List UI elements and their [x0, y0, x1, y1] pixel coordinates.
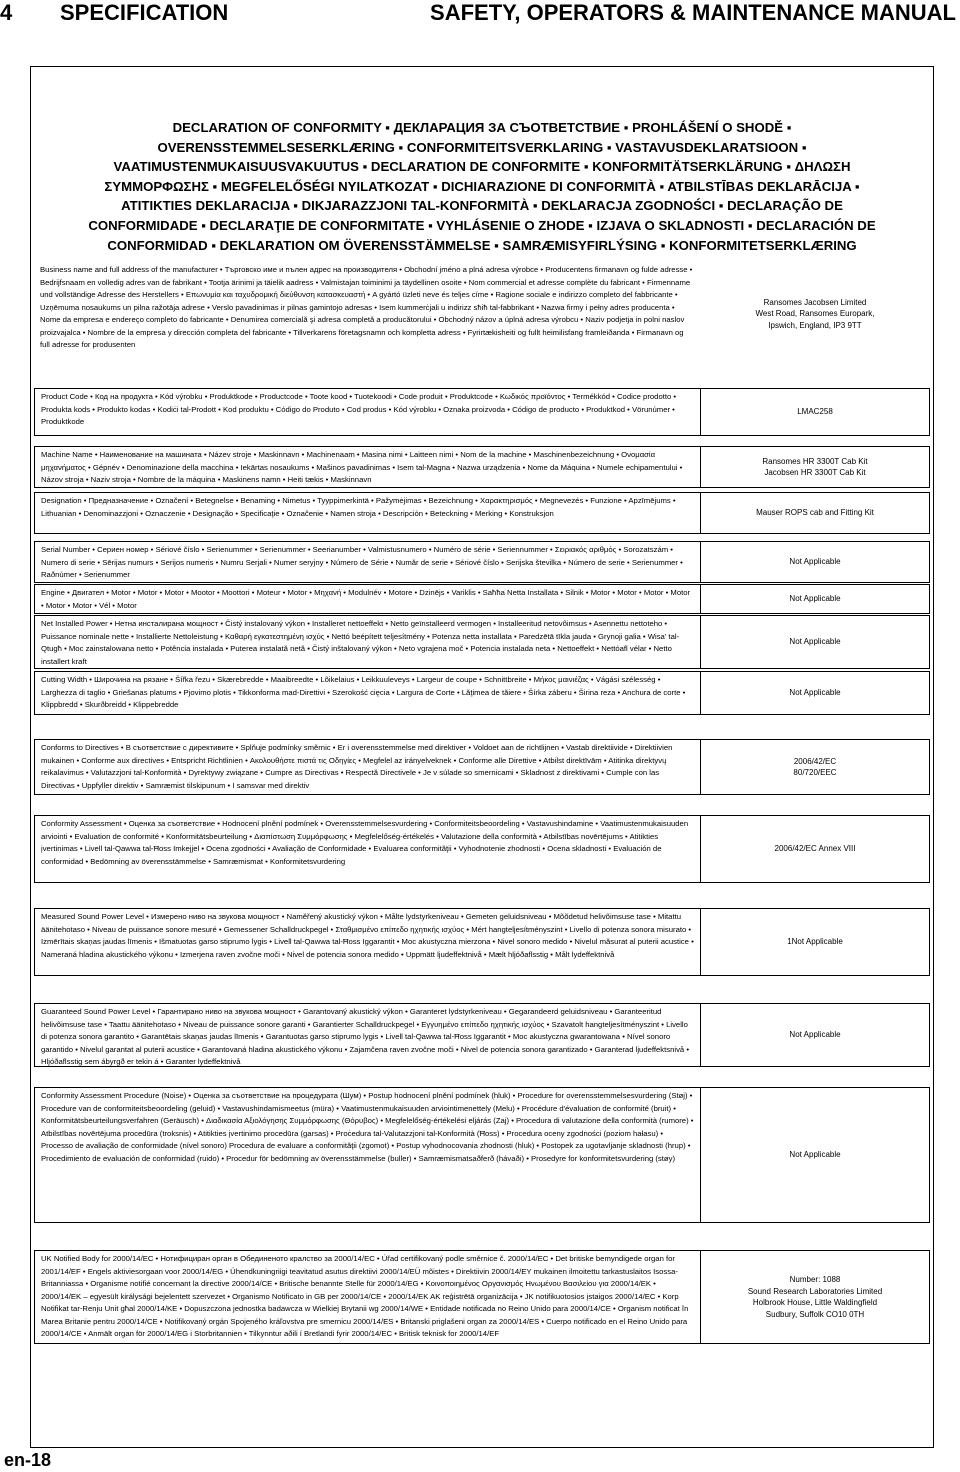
directives-value: 2006/42/EC 80/720/EEC — [793, 756, 837, 777]
title-line: CONFORMIDAD ▪ DEKLARATION OM ÖVERENSSTÄMMELSE ▪ SAMRÆMISYFIRLÝSING ▪ KONFORMITETSERKLÆRING — [107, 237, 857, 253]
conformity-assessment-value: 2006/42/EC Annex VIII — [774, 844, 856, 854]
serial-number-value: Not Applicable — [789, 557, 841, 567]
net-power-label: Net Installed Power • Нетна инсталирана мощност • Čistý instalovaný výkon • Installeret nettoeffekt • Netto geïnstalleerd vermogen • Installeeritud netovõimsus • Asennettu nettoteho • Puissance nominale nette • Installierte Nettoleistung • Καθαρή εγκατεστημένη ισχύς • Nettó beépített teljesítmény • Potenza netta installata • Paredzētā tīkla jauda • Grynoji galia • Wisa' tal-Qtugħ • Moc zainstalowana netto • Potência instalada • Puterea instalată netă • Čistý inštalovaný výkon • Neto vgrajena moč • Potencia instalada neta • Nettoeffekt • Nettóafl vélar • Netto installert kraft — [35, 616, 701, 668]
product-code-section — [34, 388, 930, 436]
engine-section — [34, 584, 930, 614]
measured-sound-label: Measured Sound Power Level • Измерено ниво на звукова мощност • Naměřený akustický výkon • Målte lydstyrkeniveau • Gemeten geluidsniveau • Mõõdetud helivõimsuse tase • Mitattu äänitehotaso • Niveau de puissance sonore mesuré • Gemessener Schalldruckpegel • Σταθμισμένο επίπεδο ηχητικής ισχύος • Mért hangteljesítményszint • Livello di potenza sonora misurato • Izmērītais skaņas jaudas līmenis • Išmatuotas garso stiprumo lygis • Livell tal-Qawwa tal-Ħoss Iggarantit • Moc akustyczna mierzona • Nivel sonoro medido • Nivelul măsurat al puterii acustice • Nameraná hladina akustického výkonu • Izmerjena raven zvočne moči • Nivel de potencia sonora medido • Uppmätt ljudeffektnivå • Mælt hljóðaflsstig • Målt lydeffektnivå — [35, 909, 701, 975]
manufacturer-label: Business name and full address of the manufacturer • Търговско име и пълен адрес на производителя • Obchodní jméno a plná adresa výrobce • Producentens firmanavn og fulde adresse • Bedrijfsnaam en volledig adres van de fabrikant • Tootja ärinimi ja täielik aadress • Valmistajan toiminimi ja täydellinen osoite • Nom commercial et adresse complète du fabricant • Firmenname und vollständige Adresse des Herstellers • Επωνυμία και ταχυδρομική διεύθυνση κατασκευαστή • A gyártó üzleti neve és teljes címe • Ragione sociale e indirizzo completo del fabbricante • Uzņēmuma nosaukums un pilna ražotāja adrese • Verslo pavadinimas ir pilnas gamintojo adresas • Isem kummerċjali u indirizz sħiħ tal-fabbrikant • Nazwa firmy i pełny adres producenta • Nome da empresa e endereço completo do fabricante • Denumirea comercială şi adresa completă a producătorului • Obchodný názov a úplná adresa výrobcu • Naziv podjetja in polni naslov proizvajalca • Nombre de la empresa y dirección completa del fabricante • Tillverkarens företagsnamn och kompletta adress • Fyrirtækisheiti og fullt heimilisfang framleiðanda • Firmanavn og full adresse for produsenten — [40, 265, 693, 349]
directives-section — [34, 739, 930, 795]
guaranteed-sound-label: Guaranteed Sound Power Level • Гарантирано ниво на звукова мощност • Garantovaný akustický výkon • Garanteret lydstyrkeniveau • Gegarandeerd geluidsniveau • Garanteeritud helivõimsuse tase • Taattu äänitehotaso • Niveau de puissance sonore garanti • Garantierter Schalldruckpegel • Εγγυημένο επίπεδο ηχητικής ισχύος • Szavatolt hangteljesítményszint • Livello di potenza sonora garantito • Garantētais skaņas jaudas līmenis • Garantuotas garso stiprumo lygis • Livell tal-Qawwa tal-Ħoss Iggarantit • Moc akustyczna gwarantowana • Nível sonoro garantido • Nivelul garantat al puterii acustice • Garantovaná hladina akustického výkonu • Zajamčena raven zvočne moči • Nivel de potencia sonora garantizado • Garanterad ljudeffektsnivå • Hljóðaflsstig sem ábyrgð er tekin á • Garanter lydeffektnivå — [35, 1004, 701, 1066]
notified-body-section — [34, 1250, 930, 1344]
notified-body-value: Number: 1088 Sound Research Laboratories Limited Holbrook House, Little Waldingfield Sudbury, Suffolk CO10 0TH — [747, 1275, 883, 1319]
serial-number-section — [34, 541, 930, 583]
declaration-title — [34, 118, 930, 255]
engine-value: Not Applicable — [789, 594, 841, 604]
designation-section — [34, 492, 930, 534]
measured-sound-section — [34, 908, 930, 976]
manual-title: SAFETY, OPERATORS & MAINTENANCE MANUAL — [430, 0, 956, 25]
designation-value: Mauser ROPS cab and Fitting Kit — [756, 508, 874, 518]
title-line: OVERENSSTEMMELSESERKLÆRING ▪ CONFORMITEITSVERKLARING ▪ VASTAVUSDEKLARATSIOON ▪ — [157, 139, 807, 155]
noise-procedure-label: Conformity Assessment Procedure (Noise) • Оценка за съответствие на процедурата (Шум) • Postup hodnocení plnění podmínek (hluk) • Procedure for overensstemmelsesvurdering (Støj) • Procedure van de conformiteitsbeoordeling (geluid) • Vastavushindamismeetus (müra) • Vaatimustenmukaisuuden arviointimenettely (Melu) • Procédure d'évaluation de conformité (bruit) • Konformitätsbeurteilungsverfahren (Geräusch) • Διαδικασία Αξιολόγησης Συμμόρφωσης (Θόρυβος) • Megfelelőség-értékelési eljárás (Zaj) • Procedura di valutazione della conformità (rumore) • Atbilstības novērtējuma procedūra (troksnis) • Atitikties įvertinimo procedūra (garsas) • Proċedura tal-Valutazzjoni tal-Konformità (Ħoss) • Procedura oceny zgodności (poziom hałasu) • Processo de avaliação de conformidade (nível sonoro) Procedura de evaluare a conformităţii (zgomot) • Postup vyhodnocovania zhodnosti (hluk) • Postopek za ugotavljanje skladnosti (hrup) • Procedimiento de evaluación de conformidad (ruido) • Procedur för bedömning av överensstämmelse (buller) • Samræmismatsaðferð (hávaði) • Prosedyre for konformitetsvurdering (støy) — [35, 1088, 701, 1222]
engine-label: Engine • Двигател • Motor • Motor • Motor • Mootor • Moottori • Moteur • Motor • Μηχανή • Modulnév • Motore • Dzinējs • Variklis • Saħħa Netta Installata • Silnik • Motor • Motor • Motor • Motor • Motor • Motor • Vél • Motor — [35, 585, 701, 613]
manufacturer-section — [34, 262, 930, 366]
title-line: CONFORMIDADE ▪ DECLARAŢIE DE CONFORMITATE ▪ VYHLÁSENIE O ZHODE ▪ IZJAVA O SKLADNOSTI ▪ DECLARACIÓN DE — [88, 217, 876, 233]
guaranteed-sound-value: Not Applicable — [789, 1030, 841, 1040]
conformity-assessment-label: Conformity Assessment • Оценка за съответствие • Hodnocení plnění podmínek • Overensstemmelsesvurdering • Conformiteitsbeoordeling • Vastavushindamine • Vaatimustenmukaisuuden arviointi • Evaluation de conformité • Konformitätsbeurteilung • Διαπίστωση Συμμόρφωσης • Megfelelőség-értékelés • Valutazione della conformità • Atbilstības novērtējums • Atitikties įvertinimas • Livell tal-Qawwa tal-Ħoss Imkejjel • Ocena zgodności • Avaliação de Conformidade • Evaluarea conformităţii • Vyhodnotenie zhodnosti • Ocena skladnosti • Evaluación de conformidad • Bedömning av överensstämmelse • Samræmismat • Konformitetsvurdering — [35, 816, 701, 882]
page-number: en-18 — [4, 1450, 52, 1470]
net-power-value: Not Applicable — [789, 637, 841, 647]
section-title: SPECIFICATION — [60, 0, 229, 25]
title-line: VAATIMUSTENMUKAISUUSVAKUUTUS ▪ DECLARATION DE CONFORMITE ▪ KONFORMITÄTSERKLÄRUNG ▪ ΔΗΛΩΣΗ — [113, 159, 851, 175]
serial-number-label: Serial Number • Сериен номер • Sériové číslo • Serienummer • Serienummer • Seerianumber • Valmistusnumero • Numéro de série • Seriennummer • Σειριακός αριθμός • Sorozatszám • Numero di serie • Sērijas numurs • Serijos numeris • Numru Serjali • Numer seryjny • Número de Série • Număr de serie • Sériové číslo • Serijska številka • Número de serie • Serienummer • Raðnúmer • Serienummer — [35, 542, 701, 582]
conformity-assessment-section — [34, 815, 930, 883]
directives-label: Conforms to Directives • В съответствие с директивите • Splňuje podmínky směrnic • Er i overensstemmelse med direktiver • Voldoet aan de richtlijnen • Vastab direktiivide • Direktiivien mukainen • Conforme aux directives • Entspricht Richtlinien • Ακολουθήστε πιστά τις Οδηγίες • Megfelel az irányelveknek • Conforme alle Direttive • Atbilst direktīvām • Atitinka direktyvų reikalavimus • Valutazzjoni tal-Konformità • Dyrektywy związane • Cumpre as Directivas • Respectă Directivele • Je v súlade so smernicami • Skladnost z direktivami • Cumple con las Directivas • Uppfyller direktiv • Samræmist tilskipunum • I samsvar med direktiv — [35, 740, 701, 794]
cutting-width-section — [34, 671, 930, 715]
machine-name-label: Machine Name • Наименование на машината • Název stroje • Maskinnavn • Machinenaam • Masina nimi • Laitteen nimi • Nom de la machine • Maschinenbezeichnung • Ονομασία μηχανήματος • Gépnév • Denominazione della macchina • Iekārtas nosaukums • Mašinos pavadinimas • Isem tal-Magna • Nazwa urządzenia • Nome da Máquina • Numele echipamentului • Názov stroja • Naziv stroja • Nombre de la máquina • Maskinens namn • Heiti tækis • Maskinnavn — [35, 447, 701, 487]
net-power-section — [34, 615, 930, 669]
measured-sound-value: 1Not Applicable — [787, 937, 843, 947]
guaranteed-sound-section — [34, 1003, 930, 1067]
cutting-width-value: Not Applicable — [789, 688, 841, 698]
product-code-label: Product Code • Код на продукта • Kód výrobku • Produktkode • Productcode • Toote kood • Tuotekoodi • Code produit • Produktcode • Κωδικός προϊόντος • Termékkód • Codice prodotto • Produkta kods • Produkto kodas • Kodiċi tal-Prodott • Kod produktu • Código do Produto • Cod produs • Kód výrobku • Oznaka proizvoda • Código de producto • Produktkod • Vörunúmer • Produktkode — [35, 389, 701, 435]
noise-procedure-section — [34, 1087, 930, 1223]
title-line: ATITIKTIES DEKLARACIJA ▪ DIKJARAZZJONI TAL-KONFORMITÀ ▪ DEKLARACJA ZGODNOŚCI ▪ DECLARAÇÃO DE — [121, 198, 843, 214]
noise-procedure-value: Not Applicable — [789, 1150, 841, 1160]
manufacturer-value: Ransomes Jacobsen Limited West Road, Ransomes Europark, Ipswich, England, IP3 9TT — [755, 297, 875, 330]
cutting-width-label: Cutting Width • Широчина на рязане • Šířka řezu • Skærebredde • Maaibreedte • Lõikelaius • Leikkuuleveys • Largeur de coupe • Schnittbreite • Μήκος μαινιέζας • Vágási szélesség • Larghezza di taglio • Griešanas platums • Pjovimo plotis • Tikkonforma mad-Direttivi • Szerokość cięcia • Largura de Corte • Lăţimea de tăiere • Šírka záberu • Širina reza • Anchura de corte • Klippbredd • Skurðbreidd • Klippebredde — [35, 672, 701, 714]
section-number: 4 — [0, 0, 13, 25]
title-line: ΣΥΜΜΟΡΦΩΣΗΣ ▪ MEGFELELŐSÉGI NYILATKOZAT ▪ DICHIARAZIONE DI CONFORMITÀ ▪ ATBILSTĪBAS DEKLARĀCIJA ▪ — [104, 178, 860, 194]
machine-name-section — [34, 446, 930, 488]
title-line: DECLARATION OF CONFORMITY ▪ ДЕКЛАРАЦИЯ ЗА СЪОТВЕТСТВИЕ ▪ PROHLÁŠENÍ O SHODĚ ▪ — [172, 120, 792, 135]
designation-label: Designation • Предназначение • Označení • Betegnelse • Benaming • Nimetus • Tyyppimerkintä • Pažymėjimas • Bezeichnung • Χαρακτηρισμός • Megnevezés • Funzione • Apzīmējums • Lithuanian • Denominazzjoni • Oznaczenie • Designação • Specificaţie • Označenie • Namen stroja • Descripción • Beteckning • Merking • Konstruksjon — [35, 493, 701, 533]
notified-body-label: UK Notified Body for 2000/14/EC • Нотифициран орган в Обединеното кралство за 2000/14/EC • Úřad certifikovaný podle směrnice č. 2000/14/EC • Det britiske bemyndigede organ for 2001/14/EF • Engels aktiviesorgaan voor 2000/14/EG • Ühendkuningriigi teavitatud asutus direktiivi 2000/14/EÜ mõistes • Direktiivin 2000/14/EY mukainen ilmoitettu tarkastuslaitos Isossa-Britanniassa • Organisme notifié concernant la directive 2000/14/CE • Britische benannte Stelle für 2000/14/EG • Κοινοποιημένος Οργανισμός Ηνωμένου Βασιλείου για 2000/14/EK • 2000/14/EK – egyesült királysági bejelentett szervezet • Organismo Notificato in GB per 2000/14/CE • 2000/14/EK AK reģistrētā organizācija • JK notifikuotosios įstaigos 2000/14/EC • Korp Notifikat tar-Renju Unit għal 2000/14/KE • Dopuszczona jednostka badawcza w Wielkiej Brytanii wg 2000/14/WE • Entidade notificada no Reino Unido para 2000/14/CE • Organism notificat în Marea Britanie pentru 2000/14/CE • Notifikovaný orgán Spojeného kráľovstva pre smernicu 2000/14/ES • Britanski priglašeni organ za 2000/14/ES • Cuerpo notificado en el Reino Unido para 2000/14/CE • Anmält organ för 2000/14/EG i Storbritannien • Tilkynntur aðili í Bretlandi fyrir 2000/14/EC • Britisk teknisk for 2000/14/EF — [35, 1251, 701, 1343]
product-code-value: LMAC258 — [797, 407, 833, 417]
machine-name-value: Ransomes HR 3300T Cab Kit Jacobsen HR 3300T Cab Kit — [762, 456, 868, 477]
